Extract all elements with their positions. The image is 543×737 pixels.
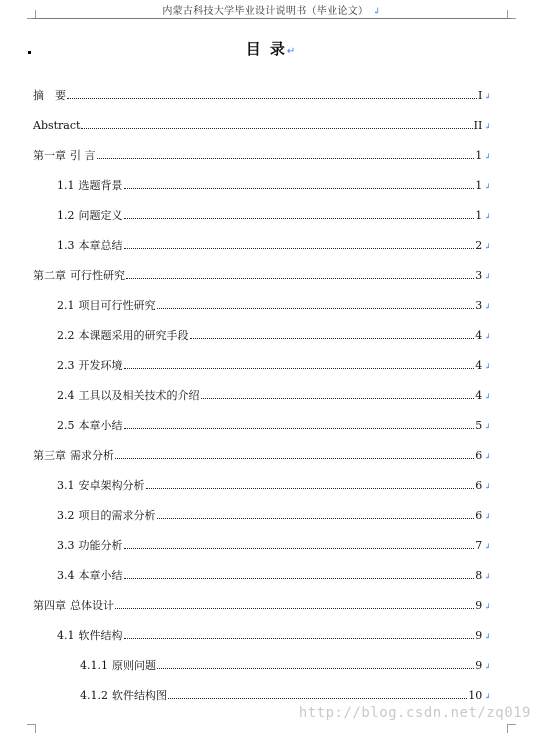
toc-entry-label	[33, 599, 114, 613]
toc-leader-dots	[126, 278, 474, 279]
watermark: http://blog.csdn.net/zq019	[298, 705, 531, 721]
toc-entry-label	[57, 629, 123, 643]
toc-entry-title: Abstract	[33, 119, 81, 132]
toc-entry[interactable]	[57, 569, 491, 583]
toc-entry[interactable]	[57, 509, 491, 523]
toc-leader-dots	[124, 548, 475, 549]
toc-page-number: 5	[475, 419, 483, 432]
toc-entry-title: 本章总结	[78, 239, 123, 252]
toc-leader-dots	[124, 248, 475, 249]
toc-entry-number: 4.1.2	[80, 689, 108, 702]
toc-entry-number: 1.2	[57, 209, 75, 222]
toc-entry-label	[33, 149, 96, 163]
toc-entry[interactable]	[57, 479, 491, 493]
toc-entry-label	[33, 89, 66, 103]
crop-mark-bottom-right	[507, 724, 516, 733]
toc-entry-title: 安卓架构分析	[78, 479, 145, 492]
toc-entry[interactable]	[80, 689, 491, 703]
header-rule	[32, 18, 511, 19]
paragraph-mark: ↲	[484, 362, 491, 371]
toc-entry-label	[57, 389, 200, 403]
toc-page-number: II	[473, 119, 483, 132]
toc-entry-number: 2.5	[57, 419, 75, 432]
toc-entry-title: 功能分析	[78, 539, 123, 552]
toc-page-number: 2	[475, 239, 483, 252]
page-title	[0, 38, 543, 59]
toc-entry[interactable]	[57, 239, 491, 253]
toc-entry[interactable]	[33, 119, 491, 133]
header-paragraph-mark: ↲	[372, 7, 381, 17]
toc-entry-title: 选题背景	[78, 179, 123, 192]
paragraph-mark: ↲	[484, 572, 491, 581]
toc-leader-dots	[157, 518, 475, 519]
toc-entry-label	[33, 449, 114, 463]
toc-page-number: 1	[475, 179, 483, 192]
paragraph-mark: ↲	[484, 512, 491, 521]
toc-entry-number: 3.2	[57, 509, 75, 522]
toc-entry-label	[33, 119, 80, 133]
toc-entry-title: 本课题采用的研究手段	[78, 329, 189, 342]
toc-entry-title: 工具以及相关技术的介绍	[78, 389, 200, 402]
toc-entry-label	[80, 689, 167, 703]
toc-leader-dots	[124, 218, 475, 219]
toc-entry-number: 4.1	[57, 629, 75, 642]
toc-page-number: 8	[475, 569, 483, 582]
toc-entry-title: 开发环境	[78, 359, 123, 372]
toc-entry-title: 总体设计	[70, 599, 114, 612]
toc-entry-title: 软件结构图	[112, 689, 167, 702]
toc-leader-dots	[124, 188, 475, 189]
toc-entry-label	[57, 539, 123, 553]
toc-entry-number: 3.1	[57, 479, 75, 492]
crop-mark-bottom-left	[27, 724, 36, 733]
toc-entry[interactable]	[57, 539, 491, 553]
toc-entry-number: 1.3	[57, 239, 75, 252]
toc-page-number: 6	[475, 479, 483, 492]
toc-entry[interactable]	[33, 449, 491, 463]
toc-page-number: 3	[475, 299, 483, 312]
toc-entry-title: 问题定义	[78, 209, 123, 222]
toc-entry[interactable]	[57, 629, 491, 643]
paragraph-mark: ↲	[484, 122, 491, 131]
toc-entry[interactable]	[33, 599, 491, 613]
toc-entry[interactable]	[57, 329, 491, 343]
toc-leader-dots	[157, 668, 474, 669]
toc-entry-number: 1.1	[57, 179, 75, 192]
toc-leader-dots	[124, 638, 475, 639]
toc-entry-title: 可行性研究	[70, 269, 125, 282]
toc-entry-number: 3.4	[57, 569, 75, 582]
toc-page-number: 7	[475, 539, 483, 552]
toc-entry-number: 2.4	[57, 389, 75, 402]
toc-leader-dots	[124, 428, 475, 429]
toc-entry-title: 软件结构	[78, 629, 123, 642]
toc-entry-number: 第三章	[33, 449, 66, 462]
toc-entry[interactable]	[33, 149, 491, 163]
toc-entry-label	[57, 179, 123, 193]
toc-entry-title: 摘 要	[33, 89, 66, 102]
toc-leader-dots	[67, 98, 477, 99]
paragraph-mark: ↲	[484, 212, 491, 221]
paragraph-mark: ↲	[484, 152, 491, 161]
toc-entry-number: 4.1.1	[80, 659, 108, 672]
toc-page-number: 1	[475, 209, 483, 222]
paragraph-mark: ↲	[484, 272, 491, 281]
toc-entry[interactable]	[33, 89, 491, 103]
toc-page-number: 9	[475, 659, 483, 672]
paragraph-mark: ↲	[484, 662, 491, 671]
paragraph-mark: ↲	[484, 602, 491, 611]
toc-page-number: 4	[475, 329, 483, 342]
paragraph-mark: ↲	[484, 632, 491, 641]
toc-page-number: 6	[475, 509, 483, 522]
toc-leader-dots	[124, 368, 475, 369]
paragraph-mark: ↲	[484, 452, 491, 461]
toc-entry[interactable]	[57, 299, 491, 313]
toc-entry[interactable]	[57, 359, 491, 373]
toc-entry-label	[57, 209, 123, 223]
toc-leader-dots	[115, 458, 474, 459]
toc-page-number: 4	[475, 359, 483, 372]
paragraph-mark: ↲	[484, 92, 491, 101]
toc-entry[interactable]	[57, 209, 491, 223]
title-text: 目 录	[245, 40, 287, 58]
toc-page-number: 6	[475, 449, 483, 462]
toc-entry[interactable]	[57, 179, 491, 193]
toc-entry-title: 项目的需求分析	[78, 509, 156, 522]
paragraph-mark: ↲	[484, 422, 491, 431]
toc-entry[interactable]	[57, 419, 491, 433]
toc-entry-label	[57, 509, 156, 523]
toc-page-number: 9	[475, 599, 483, 612]
toc-entry-label	[57, 419, 123, 433]
toc-page-number: 4	[475, 389, 483, 402]
paragraph-mark: ↲	[484, 302, 491, 311]
paragraph-mark: ↲	[484, 482, 491, 491]
toc-leader-dots	[157, 308, 475, 309]
toc-page-number: 9	[475, 629, 483, 642]
toc-page-number: 1	[475, 149, 483, 162]
toc-leader-dots	[201, 398, 475, 399]
toc-entry-number: 3.3	[57, 539, 75, 552]
paragraph-mark: ↲	[484, 332, 491, 341]
page-header	[0, 2, 543, 17]
toc-entry-title: 需求分析	[70, 449, 114, 462]
paragraph-mark: ↲	[484, 242, 491, 251]
toc-entry-title: 本章小结	[78, 569, 123, 582]
toc-entry-title: 引 言	[70, 149, 96, 162]
toc-page-number: 3	[475, 269, 483, 282]
toc-page-number: I	[477, 89, 483, 102]
header-text: 内蒙古科技大学毕业设计说明书（毕业论文）	[162, 6, 369, 17]
toc-entry-label	[33, 269, 125, 283]
toc-entry-number: 第四章	[33, 599, 66, 612]
toc-entry-number: 2.2	[57, 329, 75, 342]
toc-entry-number: 第二章	[33, 269, 66, 282]
toc-entry-number: 2.1	[57, 299, 75, 312]
toc-leader-dots	[115, 608, 474, 609]
toc-page-number: 10	[468, 689, 483, 702]
toc-entry-number: 2.3	[57, 359, 75, 372]
toc-entry-label	[80, 659, 156, 673]
paragraph-mark: ↲	[484, 392, 491, 401]
toc-leader-dots	[168, 698, 467, 699]
title-return-mark: ↵	[286, 46, 298, 57]
toc-leader-dots	[97, 158, 475, 159]
paragraph-mark: ↲	[484, 182, 491, 191]
paragraph-mark: ↲	[484, 692, 491, 701]
toc-entry-number: 第一章	[33, 149, 66, 162]
toc-entry[interactable]	[57, 389, 491, 403]
toc-entry-label	[57, 359, 123, 373]
toc-entry-label	[57, 329, 189, 343]
toc-entry-label	[57, 299, 156, 313]
toc-entry-title: 原则问题	[112, 659, 156, 672]
toc-entry-label	[57, 479, 145, 493]
toc-leader-dots	[146, 488, 475, 489]
toc-entry-label	[57, 569, 123, 583]
toc-entry[interactable]	[33, 269, 491, 283]
toc-entry-title: 本章小结	[78, 419, 123, 432]
toc-entry[interactable]	[80, 659, 491, 673]
toc-entry-label	[57, 239, 123, 253]
toc-leader-dots	[124, 578, 475, 579]
toc-leader-dots	[190, 338, 475, 339]
toc-entry-title: 项目可行性研究	[78, 299, 156, 312]
toc-leader-dots	[81, 128, 472, 129]
paragraph-mark: ↲	[484, 542, 491, 551]
